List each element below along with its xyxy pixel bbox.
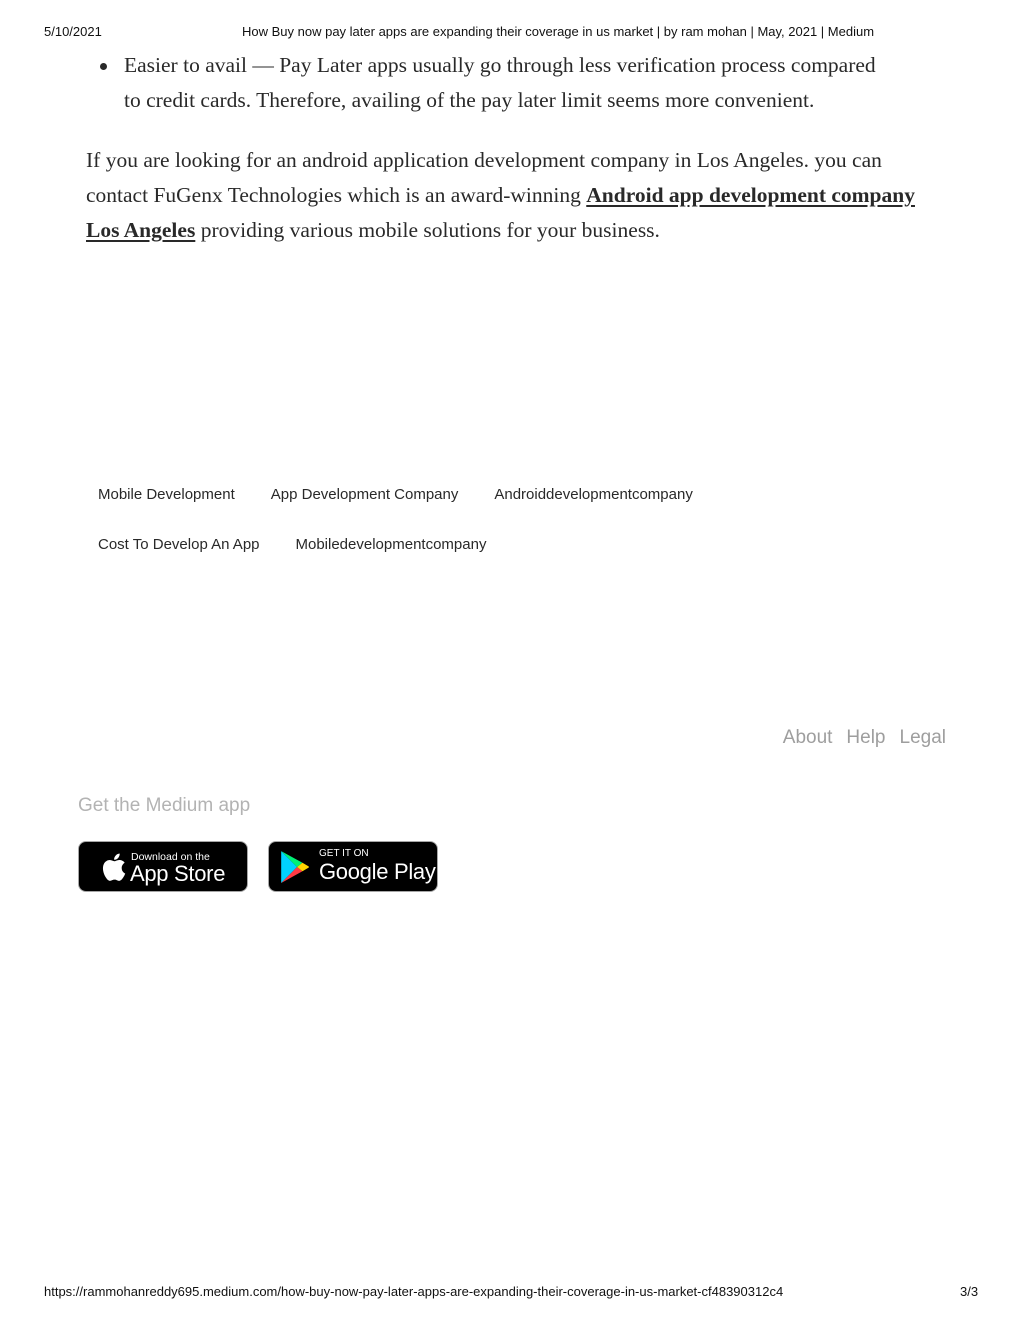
tag-app-development-company[interactable]: App Development Company <box>270 486 459 503</box>
bullet-dot <box>100 63 107 70</box>
footer-link-help[interactable]: Help <box>846 727 886 748</box>
bullet-list <box>86 48 946 118</box>
tag-mobiledevelopmentcompany[interactable]: Mobiledevelopmentcompany <box>295 536 487 553</box>
footer-link-about[interactable]: About <box>782 727 833 748</box>
google-play-big-text: Google Play <box>319 859 436 884</box>
google-play-badge[interactable] <box>268 841 438 892</box>
google-play-small-text: GET IT ON <box>319 848 369 859</box>
app-store-badge[interactable] <box>78 841 248 892</box>
tag-cost-to-develop-an-app[interactable]: Cost To Develop An App <box>98 536 260 553</box>
print-page-title: How Buy now pay later apps are expanding their coverage in us market | by ram mohan | May, 2021 | Medium <box>242 24 875 39</box>
tag-list <box>86 470 946 570</box>
paragraph-text-before-link: If you are looking for an android application development company in Los Angeles. you can contact FuGenx Technologies which is an award-winning <box>86 148 882 207</box>
article-paragraph <box>86 143 936 248</box>
print-footer <box>0 1284 1024 1302</box>
print-header <box>0 24 1024 42</box>
paragraph-text-after-link: providing various mobile solutions for your business. <box>195 218 660 242</box>
get-medium-app-label: Get the Medium app <box>78 795 251 816</box>
apple-icon <box>99 851 127 883</box>
tag-row <box>86 520 946 570</box>
tag-androiddevelopmentcompany[interactable]: Androiddevelopmentcompany <box>494 486 693 503</box>
tag-mobile-development[interactable]: Mobile Development <box>98 486 235 503</box>
print-url: https://rammohanreddy695.medium.com/how-buy-now-pay-later-apps-are-expanding-their-coverage-in-us-market-cf48390312c4 <box>44 1284 784 1299</box>
print-page-number: 3/3 <box>960 1284 979 1299</box>
bullet-item <box>86 48 886 118</box>
footer-links <box>783 727 946 749</box>
footer-link-legal[interactable]: Legal <box>899 727 946 748</box>
app-store-big-text: App Store <box>130 861 226 886</box>
android-app-development-link[interactable]: Android app development company Los Angeles <box>86 183 915 242</box>
tag-row <box>86 470 946 520</box>
bullet-text: Easier to avail — Pay Later apps usually go through less verification process compared to credit cards. Therefore, availing of the pay later limit seems more convenient. <box>124 53 876 112</box>
google-play-icon <box>279 850 311 884</box>
app-store-small-text: Download on the <box>131 851 210 863</box>
print-date: 5/10/2021 <box>44 24 102 39</box>
article-body <box>86 48 946 248</box>
